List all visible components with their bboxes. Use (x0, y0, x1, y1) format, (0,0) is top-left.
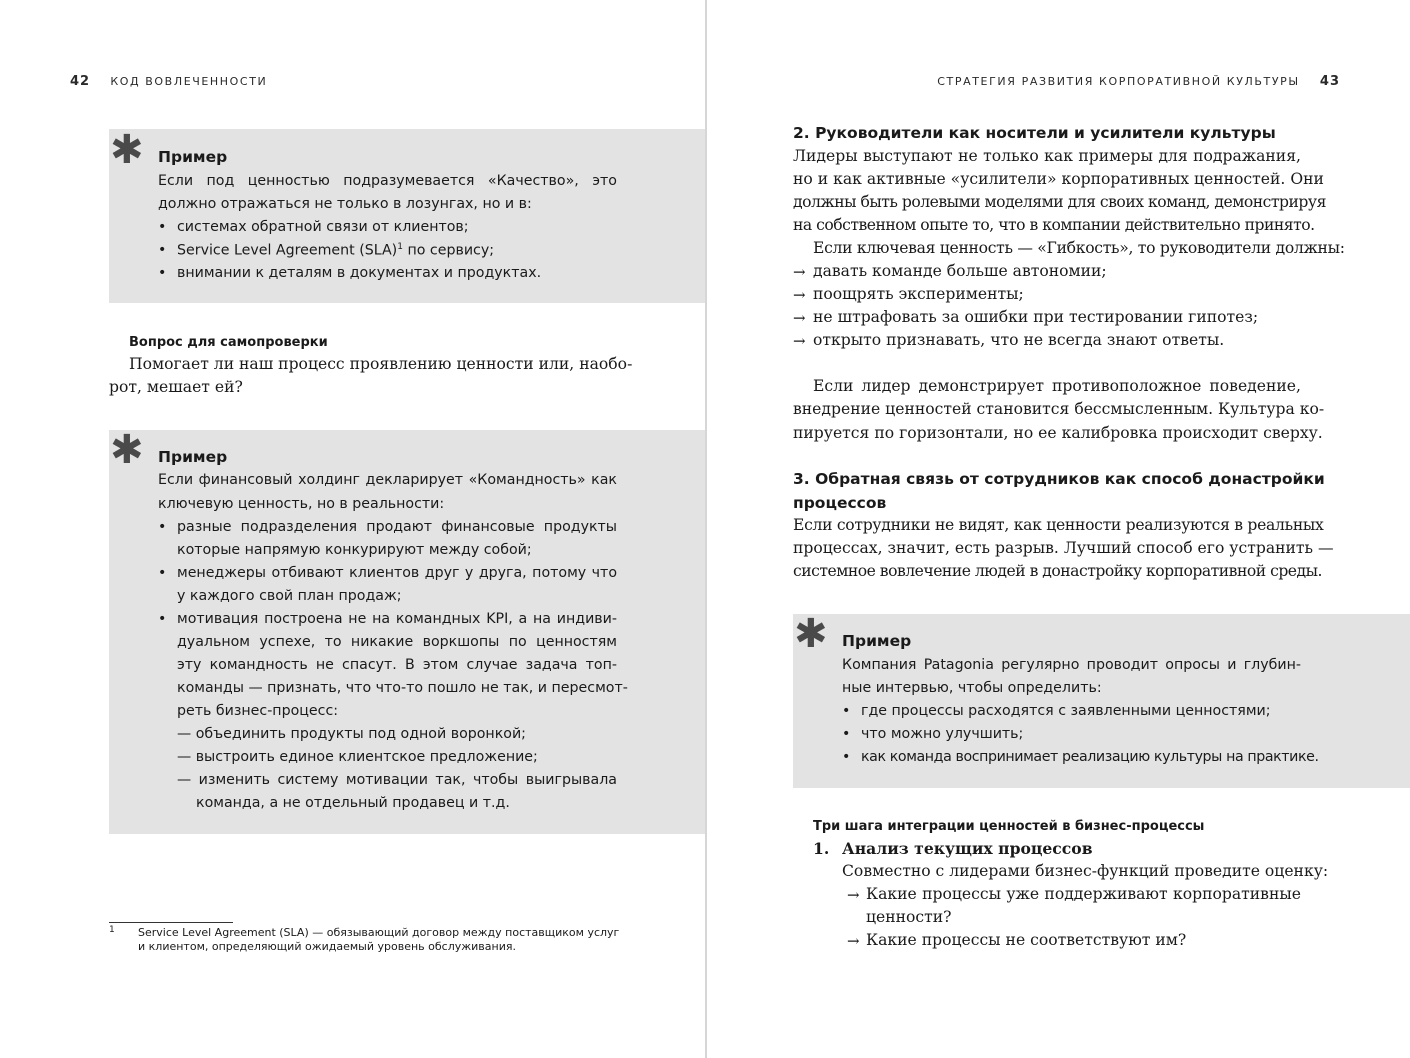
bullet-marker: • (842, 749, 851, 765)
left-running-head (70, 74, 267, 89)
question-item: ценности? (866, 908, 952, 926)
body-line: на собственном опыте то, что в компании действительно принято. (793, 216, 1315, 234)
body-line: Если ключевая ценность — «Гибкость», то руководители должны: (813, 239, 1345, 257)
bullet-text: внимании к деталям в документах и продуктах. (177, 265, 542, 281)
dash-item: — изменить систему мотивации так, чтобы выигрывала (177, 772, 617, 788)
step-number: 1. (813, 839, 830, 858)
dash-item: команда, а не отдельный продавец и т.д. (196, 795, 510, 811)
bullet-marker: • (842, 726, 851, 742)
bullet-text: которые напрямую конкурируют между собой; (177, 542, 532, 558)
box-text-line: Если под ценностью подразумевается «Качество», это (158, 173, 617, 189)
step-title: Анализ текущих процессов (842, 839, 1093, 858)
sla-tail: по сервису; (402, 242, 495, 259)
footnote-rule (109, 922, 233, 923)
bullet-marker: • (158, 242, 167, 258)
self-check-heading: Вопрос для самопроверки (129, 335, 328, 350)
box-text-line: ключевую ценность, но в реальности: (158, 496, 445, 512)
question-line: Помогает ли наш процесс проявлению ценности или, наобо- (129, 355, 633, 373)
arrow-item: поощрять эксперименты; (813, 285, 1024, 303)
question-item: Какие процессы не соответствуют им? (866, 931, 1187, 949)
arrow-item: давать команде больше автономии; (813, 262, 1107, 280)
bullet-text: где процессы расходятся с заявленными ценностями; (861, 703, 1271, 719)
body-line: должны быть ролевыми моделями для своих команд, демонстрируя (793, 193, 1326, 211)
arrow-icon: → (793, 263, 806, 281)
footnote-line: Service Level Agreement (SLA) — обязывающий договор между поставщиком услуг (138, 926, 620, 939)
body-line: Если лидер демонстрирует противоположное поведение, (813, 377, 1301, 395)
dash-item: — объединить продукты под одной воронкой; (177, 726, 526, 742)
box-text-line: должно отражаться не только в лозунгах, но и в: (158, 196, 532, 212)
example-title: Пример (158, 448, 228, 466)
bullet-text: дуальном успехе, то никакие воркшопы по ценностям (177, 634, 617, 650)
bullet-marker: • (158, 565, 167, 581)
body-line: пируется по горизонтали, но ее калибровка происходит сверху. (793, 424, 1323, 442)
arrow-item: открыто признавать, что не всегда знают ответы. (813, 331, 1225, 349)
arrow-icon: → (793, 332, 806, 350)
bullet-marker: • (158, 611, 167, 627)
body-line: Если сотрудники не видят, как ценности реализуются в реальных (793, 516, 1324, 534)
body-line: внедрение ценностей становится бессмысленным. Культура ко- (793, 400, 1325, 418)
left-page-number: 42 (70, 74, 91, 89)
bullet-text: что можно улучшить; (861, 726, 1024, 742)
bullet-marker: • (842, 703, 851, 719)
section2-heading: 2. Руководители как носители и усилители культуры (793, 124, 1276, 142)
asterisk-icon: ✱ (794, 611, 828, 657)
bullet-text: команды — признать, что что-то пошло не так, и пересмот- (177, 680, 628, 696)
arrow-icon: → (847, 932, 860, 950)
left-running-title: КОД ВОВЛЕЧЕННОСТИ (110, 75, 268, 88)
right-running-title: СТРАТЕГИЯ РАЗВИТИЯ КОРПОРАТИВНОЙ КУЛЬТУРЫ (937, 75, 1300, 88)
body-line: Лидеры выступают не только как примеры для подражания, (793, 147, 1301, 165)
arrow-icon: → (847, 886, 860, 904)
bullet-text: мотивация построена не на командных KPI, а на индиви- (177, 611, 617, 627)
asterisk-icon: ✱ (110, 127, 144, 173)
section3-heading: 3. Обратная связь от сотрудников как способ донастройки (793, 470, 1325, 488)
body-line: системное вовлечение людей в донастройку корпоративной среды. (793, 562, 1323, 580)
footnote-line: и клиентом, определяющий ожидаемый уровень обслуживания. (138, 940, 516, 953)
bullet-marker: • (158, 219, 167, 235)
bullet-text: у каждого свой план продаж; (177, 588, 402, 604)
bullet-text: как команда воспринимает реализацию культуры на практике. (861, 749, 1319, 765)
bullet-text: менеджеры отбивают клиентов друг у друга, потому что (177, 565, 617, 581)
example-title: Пример (842, 632, 912, 650)
dash-item: — выстроить единое клиентское предложение; (177, 749, 538, 765)
body-line: но и как активные «усилители» корпоративных ценностей. Они (793, 170, 1324, 188)
footnote-marker: 1 (109, 925, 115, 935)
example-title: Пример (158, 148, 228, 166)
right-page-number: 43 (1319, 74, 1340, 89)
arrow-icon: → (793, 286, 806, 304)
box-text-line: ные интервью, чтобы определить: (842, 680, 1102, 696)
bullet-marker: • (158, 265, 167, 281)
steps-heading: Три шага интеграции ценностей в бизнес-процессы (813, 819, 1205, 834)
footnote-ref: 1 (397, 242, 403, 252)
box-text-line: Если финансовый холдинг декларирует «Командность» как (158, 472, 617, 488)
bullet-text: реть бизнес-процесс: (177, 703, 339, 719)
arrow-icon: → (793, 309, 806, 327)
bullet-text: системах обратной связи от клиентов; (177, 219, 469, 235)
question-item: Какие процессы уже поддерживают корпоративные (866, 885, 1301, 903)
bullet-text: разные подразделения продают финансовые продукты (177, 519, 617, 535)
bullet-text (177, 242, 494, 259)
bullet-marker: • (158, 519, 167, 535)
right-running-head (937, 74, 1340, 89)
asterisk-icon: ✱ (110, 427, 144, 473)
section3-heading: процессов (793, 494, 887, 512)
step-text: Совместно с лидерами бизнес-функций проведите оценку: (842, 862, 1329, 880)
body-line: процессах, значит, есть разрыв. Лучший способ его устранить — (793, 539, 1334, 557)
bullet-text: эту командность не спасут. В этом случае задача топ- (177, 657, 617, 673)
box-text-line: Компания Patagonia регулярно проводит опросы и глубин- (842, 657, 1301, 673)
question-line: рот, мешает ей? (109, 378, 243, 396)
sla-text: Service Level Agreement (SLA) (177, 242, 398, 259)
arrow-item: не штрафовать за ошибки при тестировании гипотез; (813, 308, 1259, 326)
